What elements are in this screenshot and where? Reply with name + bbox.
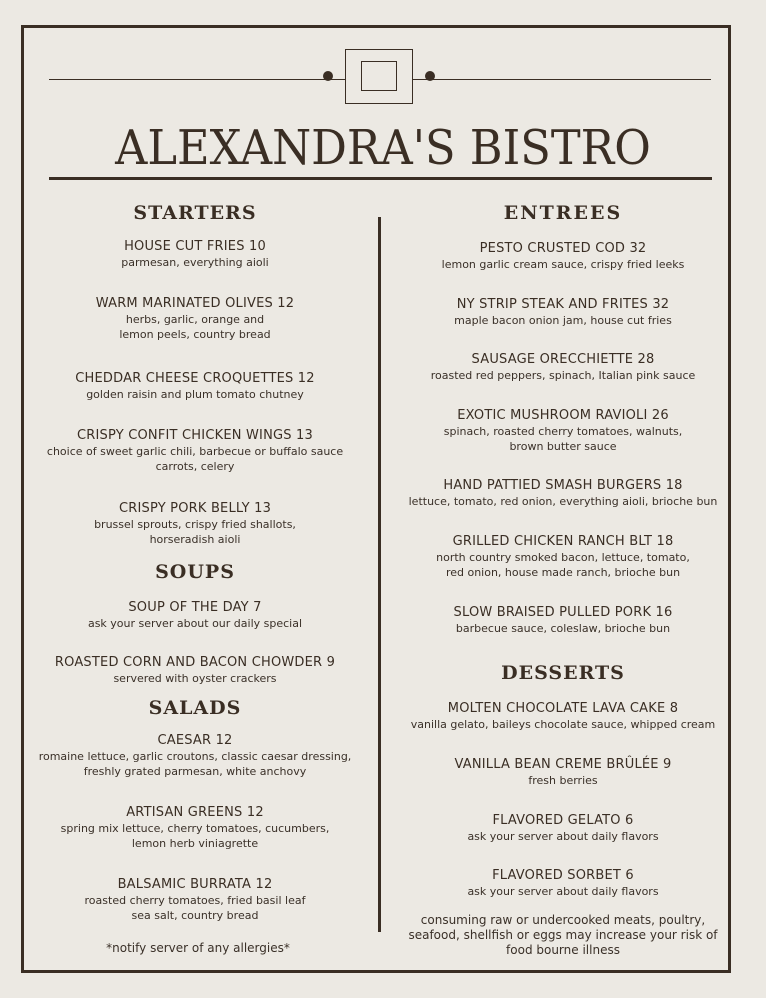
menu-item-name: SOUP OF THE DAY 7 xyxy=(128,600,262,615)
menu-item-name: PESTO CRUSTED COD 32 xyxy=(479,241,647,256)
menu-item-name: CAESAR 12 xyxy=(157,733,233,748)
menu-item-name: ARTISAN GREENS 12 xyxy=(126,805,264,820)
menu-item xyxy=(380,407,746,454)
restaurant-title: ALEXANDRA'S BISTRO xyxy=(115,120,651,176)
menu-item-description: roasted red peppers, spinach, Italian pink sauce xyxy=(430,369,696,382)
menu-item xyxy=(380,700,746,732)
menu-item-description: roasted cherry tomatoes, fried basil leaf sea salt, country bread xyxy=(84,894,306,922)
left-column xyxy=(36,0,354,998)
menu-item-name: WARM MARINATED OLIVES 12 xyxy=(95,296,295,311)
menu-item-description: romaine lettuce, garlic croutons, classic caesar dressing, freshly grated parmesan, white anchovy xyxy=(38,750,352,778)
food-safety-note: consuming raw or undercooked meats, poultry, seafood, shellfish or eggs may increase your risk of food bourne illness xyxy=(408,913,718,957)
menu-item-name: CHEDDAR CHEESE CROQUETTES 12 xyxy=(75,371,315,386)
menu-item-description: maple bacon onion jam, house cut fries xyxy=(454,314,672,327)
menu-item-name: ROASTED CORN AND BACON CHOWDER 9 xyxy=(54,655,336,670)
menu-item-name: NY STRIP STEAK AND FRITES 32 xyxy=(456,297,670,312)
allergy-note: *notify server of any allergies* xyxy=(106,941,290,955)
menu-item-name: VANILLA BEAN CREME BRÛLÉE 9 xyxy=(454,757,672,772)
menu-item xyxy=(380,351,746,383)
menu-item xyxy=(16,654,374,686)
menu-item xyxy=(16,500,374,547)
menu-item-description: lemon garlic cream sauce, crispy fried leeks xyxy=(441,258,685,271)
menu-item-description: north country smoked bacon, lettuce, tomato, red onion, house made ranch, brioche bun xyxy=(436,551,690,579)
menu-item xyxy=(16,804,374,851)
menu-item-name: CRISPY CONFIT CHICKEN WINGS 13 xyxy=(76,428,313,443)
menu-item-description: fresh berries xyxy=(528,774,598,787)
menu-item-description: parmesan, everything aioli xyxy=(121,256,269,269)
menu-item-description: ask your server about our daily special xyxy=(87,617,303,630)
menu-item-description: golden raisin and plum tomato chutney xyxy=(86,388,304,401)
menu-item-description: ask your server about daily flavors xyxy=(467,830,659,843)
section-heading-salads: SALADS xyxy=(148,697,242,719)
menu-item-name: SAUSAGE ORECCHIETTE 28 xyxy=(471,352,655,367)
menu-item-description: herbs, garlic, orange and lemon peels, country bread xyxy=(119,313,271,341)
menu-item-description: servered with oyster crackers xyxy=(113,672,277,685)
menu-item-name: GRILLED CHICKEN RANCH BLT 18 xyxy=(452,534,674,549)
menu-item xyxy=(16,238,374,270)
menu-item xyxy=(380,756,746,788)
menu-item xyxy=(16,876,374,923)
menu-item-name: SLOW BRAISED PULLED PORK 16 xyxy=(453,605,673,620)
menu-item xyxy=(380,867,746,899)
section-heading-entrees: ENTREES xyxy=(503,202,623,224)
menu-item-description: choice of sweet garlic chili, barbecue or buffalo sauce carrots, celery xyxy=(46,445,344,473)
menu-item xyxy=(16,732,374,779)
menu-item-name: EXOTIC MUSHROOM RAVIOLI 26 xyxy=(457,408,669,423)
menu-item-description: barbecue sauce, coleslaw, brioche bun xyxy=(455,622,671,635)
section-heading-soups: SOUPS xyxy=(155,561,235,583)
menu-item xyxy=(380,477,746,509)
menu-item xyxy=(380,240,746,272)
menu-item xyxy=(16,370,374,402)
menu-item-description: lettuce, tomato, red onion, everything aioli, brioche bun xyxy=(408,495,718,508)
menu-item xyxy=(16,427,374,474)
menu-item-description: spinach, roasted cherry tomatoes, walnuts, brown butter sauce xyxy=(443,425,683,453)
menu-item xyxy=(16,599,374,631)
menu-item xyxy=(380,812,746,844)
section-heading-desserts: DESSERTS xyxy=(501,662,625,684)
menu-item-description: spring mix lettuce, cherry tomatoes, cucumbers, lemon herb viniagrette xyxy=(60,822,330,850)
menu-item-name: FLAVORED GELATO 6 xyxy=(492,813,634,828)
menu-item xyxy=(380,533,746,580)
menu-item xyxy=(380,296,746,328)
menu-item-description: brussel sprouts, crispy fried shallots, horseradish aioli xyxy=(94,518,296,546)
menu-item-name: FLAVORED SORBET 6 xyxy=(492,868,634,883)
menu-item-name: MOLTEN CHOCOLATE LAVA CAKE 8 xyxy=(447,701,679,716)
section-heading-starters: STARTERS xyxy=(133,202,257,224)
emblem-inner-square xyxy=(361,61,397,91)
menu-item xyxy=(16,295,374,342)
menu-item-name: BALSAMIC BURRATA 12 xyxy=(117,877,273,892)
menu-item-name: HOUSE CUT FRIES 10 xyxy=(124,239,266,254)
menu-item-name: CRISPY PORK BELLY 13 xyxy=(118,501,272,516)
menu-item-name: HAND PATTIED SMASH BURGERS 18 xyxy=(443,478,683,493)
menu-item xyxy=(380,604,746,636)
right-column xyxy=(400,0,726,998)
menu-item-description: vanilla gelato, baileys chocolate sauce, whipped cream xyxy=(410,718,716,731)
menu-item-description: ask your server about daily flavors xyxy=(467,885,659,898)
